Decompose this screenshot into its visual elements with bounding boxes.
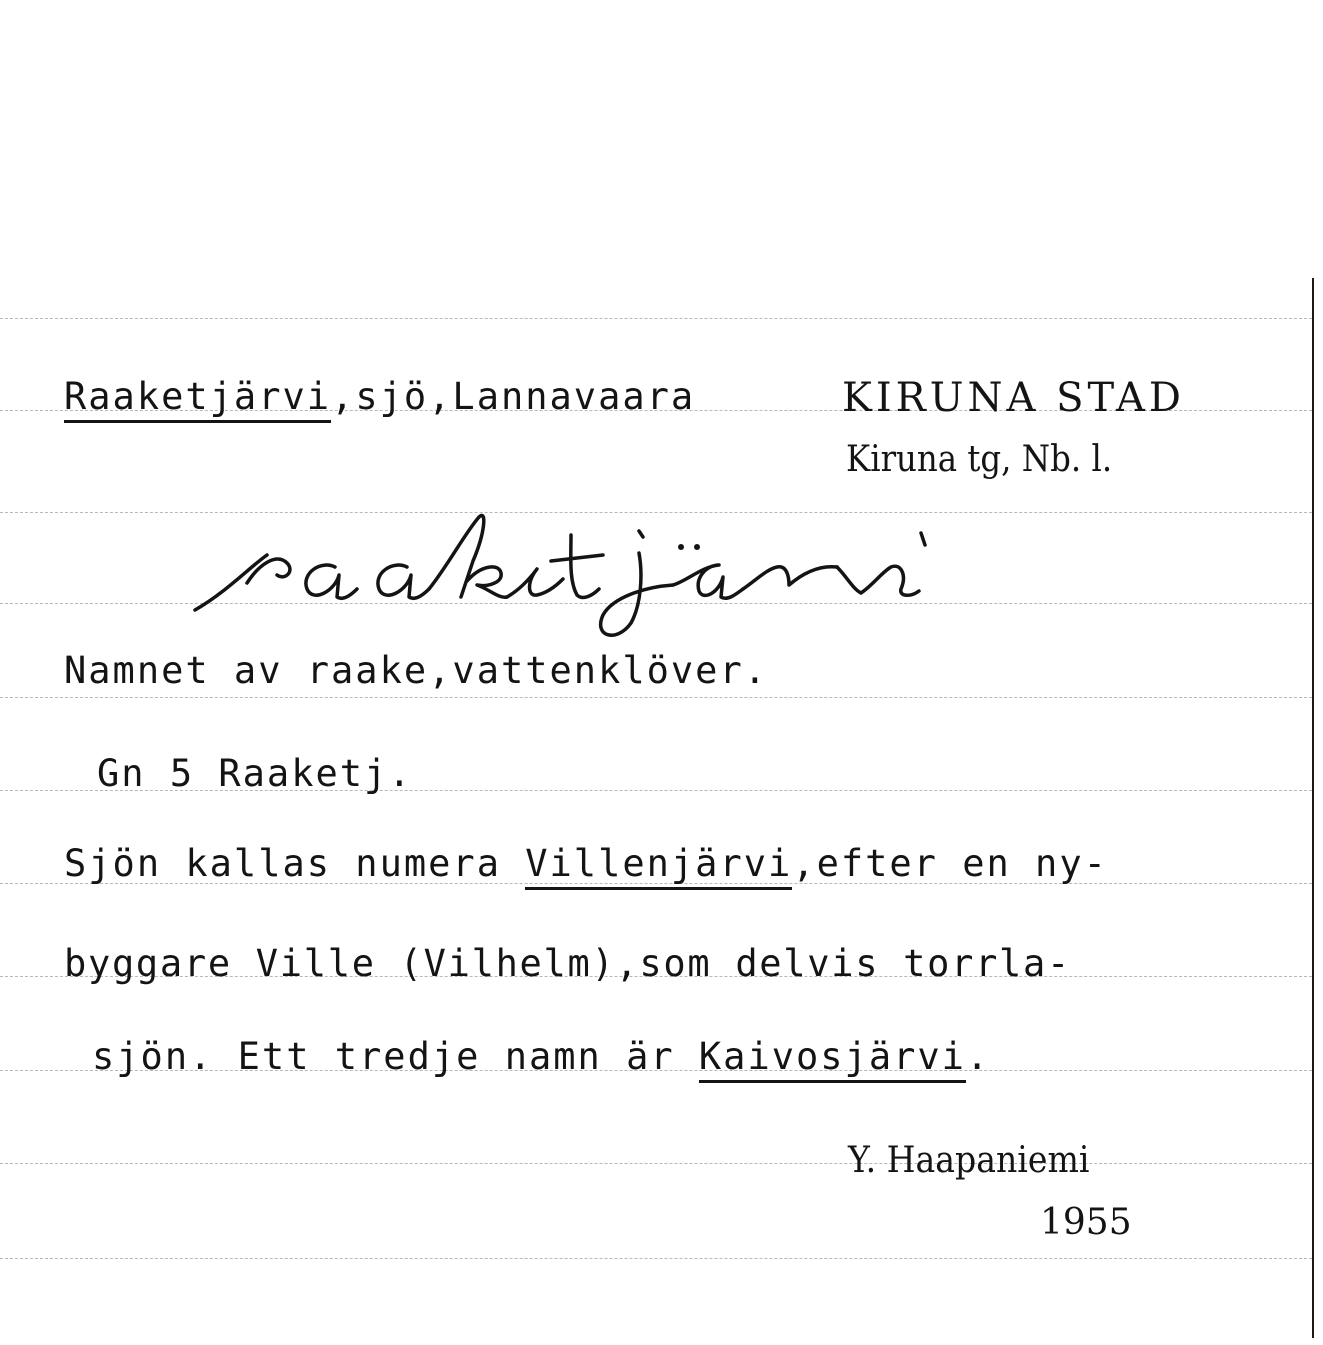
rule-line [0, 318, 1312, 319]
map-stamp: Kiruna tg, Nb. l. [846, 439, 1113, 480]
body-line-2: Gn 5 Raaketj. [97, 752, 413, 795]
body-line-3 [64, 842, 1108, 885]
alternate-name-villenjarvi: Villenjärvi [525, 842, 792, 890]
rule-line [0, 697, 1312, 698]
handwritten-form [185, 505, 965, 655]
signature-name: Y. Haapaniemi [848, 1140, 1090, 1181]
parish-stamp: KIRUNA STAD [842, 375, 1185, 421]
rule-line [0, 1258, 1312, 1259]
card-right-edge [1312, 278, 1314, 1338]
body-line-3-text: Sjön kallas numera [64, 842, 526, 885]
header-rest: ,sjö,Lannavaara [331, 375, 696, 418]
rule-line [0, 1163, 1312, 1164]
signature-year: 1955 [1040, 1202, 1132, 1243]
body-line-1: Namnet av raake,vattenklöver. [64, 649, 769, 692]
body-line-3-rest: ,efter en ny- [792, 842, 1108, 885]
body-line-5-rest: . [965, 1035, 991, 1078]
body-line-5 [92, 1035, 991, 1078]
headword: Raaketjärvi [64, 375, 331, 423]
body-line-5-text: sjön. Ett tredje namn är [92, 1035, 699, 1078]
header-line [64, 375, 696, 418]
body-line-4: byggare Ville (Vilhelm),som delvis torrla- [64, 942, 1071, 985]
alternate-name-kaivosjarvi: Kaivosjärvi [699, 1035, 966, 1083]
